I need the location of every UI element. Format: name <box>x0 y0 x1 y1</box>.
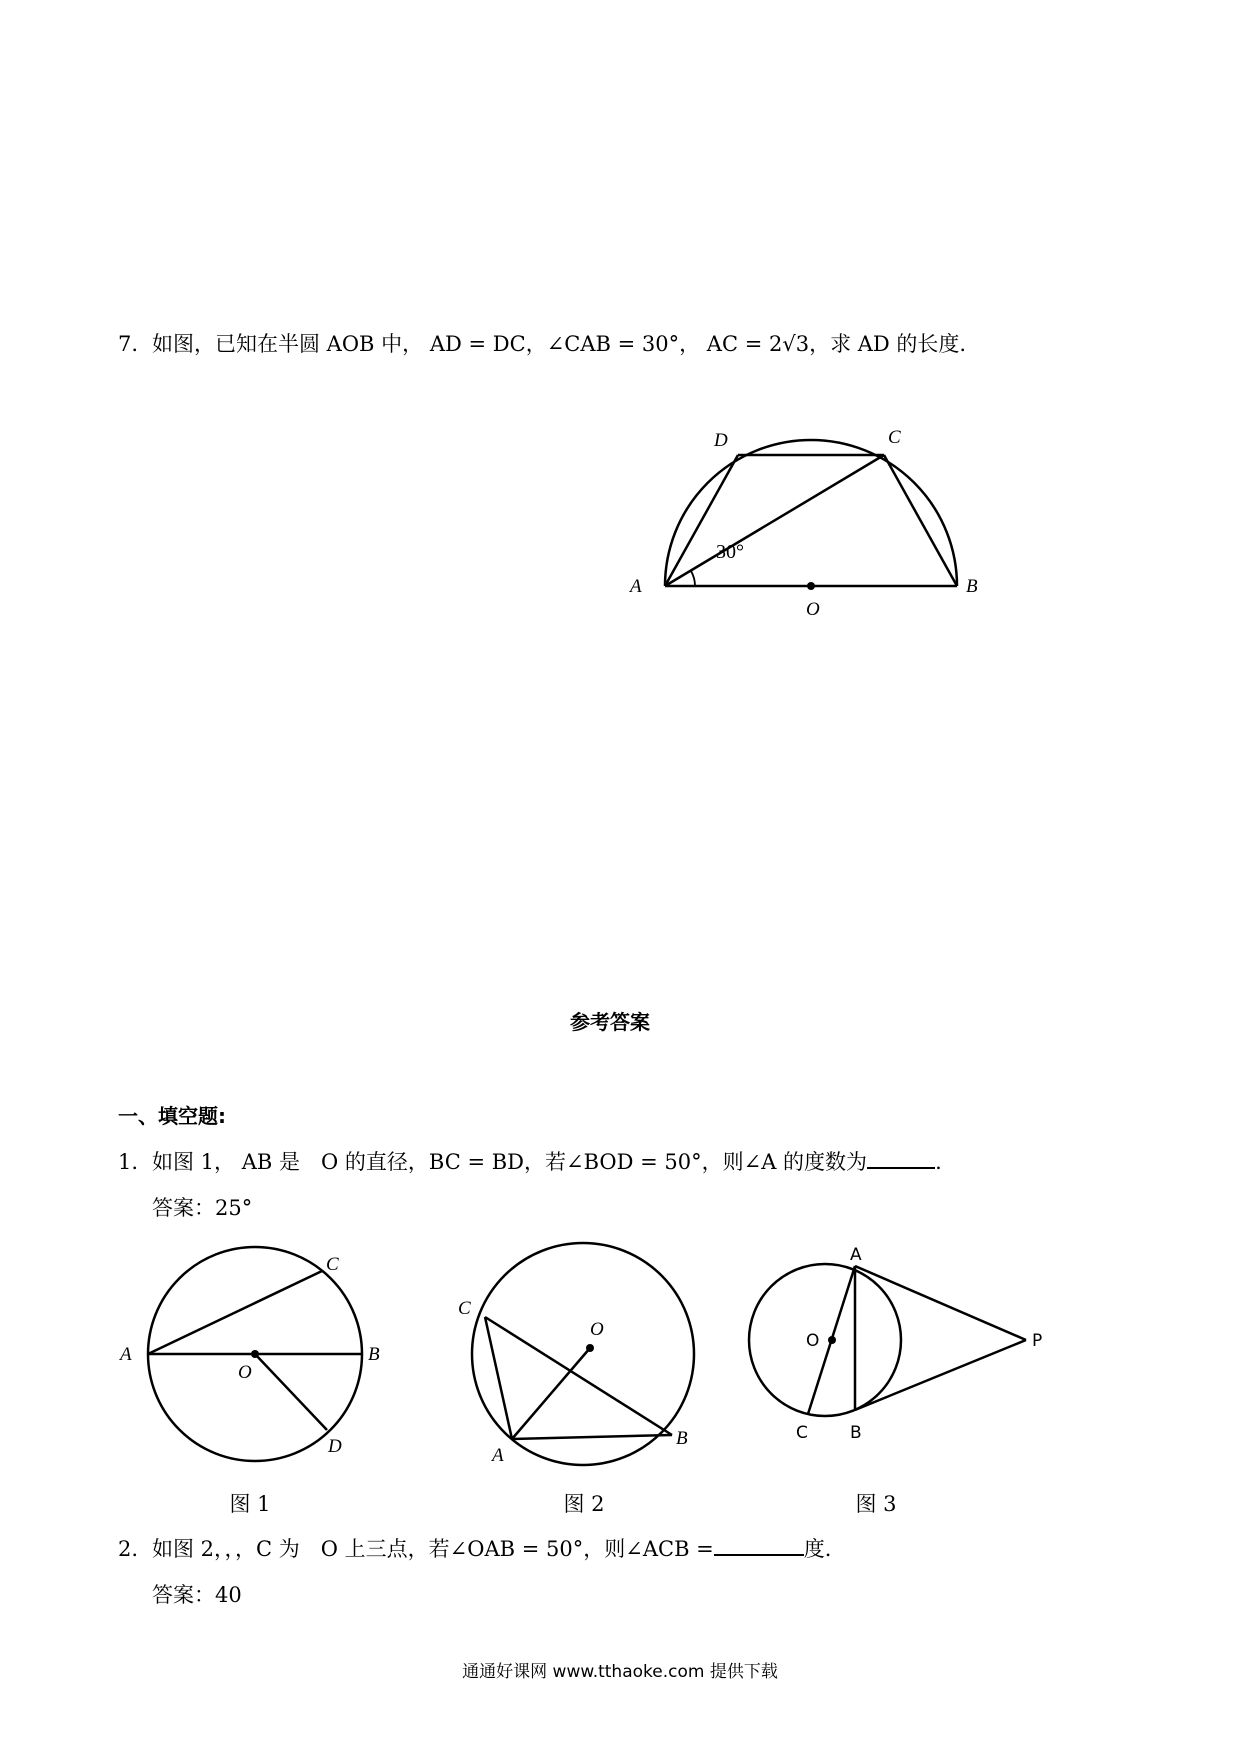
label-d: D <box>714 430 728 451</box>
label-o: O <box>806 599 820 620</box>
label-b: B <box>966 576 978 597</box>
figure-3 <box>740 1240 1060 1480</box>
fig2-label-a: A <box>492 1445 504 1466</box>
semicircle-arc <box>665 440 957 586</box>
fig2-chord-ca <box>485 1317 512 1439</box>
fig2-circle <box>472 1243 694 1465</box>
fig3-label-p: P <box>1032 1331 1043 1351</box>
q2-answer: 答案：40 <box>152 1583 242 1607</box>
q2-answer-blank <box>714 1536 804 1556</box>
fig3-circle <box>749 1264 901 1416</box>
q1-line <box>152 1147 942 1177</box>
fig2-caption: 图 2 <box>563 1492 605 1516</box>
fig2-label-b: B <box>676 1428 688 1449</box>
center-o-point <box>807 582 815 590</box>
q1-answer: 答案：25° <box>152 1196 253 1220</box>
q7-text: 如图，已知在半圆 AOB 中， AD = DC，∠CAB = 30°， AC = 2√3，求 AD 的长度. <box>152 332 967 356</box>
fig1-label-d: D <box>328 1436 342 1457</box>
chord-ad <box>665 455 738 586</box>
q2-text: 如图 2，，，C 为 O 上三点，若∠OAB = 50°，则∠ACB = <box>152 1537 714 1561</box>
q2-text-end: 度. <box>803 1537 832 1561</box>
q1-number: 1. <box>118 1150 139 1174</box>
section-heading: 一、填空题: <box>118 1104 226 1128</box>
figure-2 <box>450 1240 730 1480</box>
q1-answer-blank <box>867 1149 935 1169</box>
fig1-label-b: B <box>368 1344 380 1365</box>
footer-text: 通通好课网 www.tthaoke.com 提供下载 <box>462 1662 778 1682</box>
fig3-center-point <box>828 1336 836 1344</box>
fig3-tangent-pb <box>855 1340 1026 1410</box>
label-c: C <box>888 427 901 448</box>
fig3-tangent-pa <box>855 1266 1026 1340</box>
fig7-semicircle <box>620 420 1000 630</box>
q2-line <box>152 1534 831 1564</box>
fig2-label-o: O <box>590 1319 604 1340</box>
fig2-radius-oa <box>512 1348 590 1439</box>
chord-ac <box>665 455 884 586</box>
chord-cb <box>884 455 957 586</box>
angle-label: 30° <box>716 541 744 563</box>
angle-arc <box>691 571 695 586</box>
q2-number: 2. <box>118 1537 139 1561</box>
q7-number: 7. <box>118 332 139 356</box>
label-a: A <box>630 576 642 597</box>
answers-title: 参考答案 <box>570 1010 650 1034</box>
fig1-center-point <box>251 1350 259 1358</box>
fig3-label-b: B <box>850 1423 862 1443</box>
fig2-chord-cb <box>485 1317 672 1435</box>
q1-text: 如图 1， AB 是 O 的直径，BC = BD，若∠BOD = 50°，则∠A 的度数为 <box>152 1150 868 1174</box>
fig2-label-c: C <box>458 1298 471 1319</box>
fig1-label-c: C <box>326 1254 339 1275</box>
fig3-label-a: A <box>850 1245 862 1265</box>
fig2-chord-ab <box>512 1435 672 1439</box>
fig1-radius-od <box>255 1354 327 1430</box>
fig3-caption: 图 3 <box>855 1492 897 1516</box>
q1-text-end: . <box>935 1150 942 1174</box>
fig1-label-a: A <box>120 1344 132 1365</box>
fig1-caption: 图 1 <box>229 1492 271 1516</box>
fig2-center-point <box>586 1344 594 1352</box>
fig3-label-c: C <box>796 1423 808 1443</box>
fig1-label-o: O <box>238 1362 252 1383</box>
fig3-label-o: O <box>806 1331 820 1351</box>
figure-1 <box>110 1240 390 1480</box>
